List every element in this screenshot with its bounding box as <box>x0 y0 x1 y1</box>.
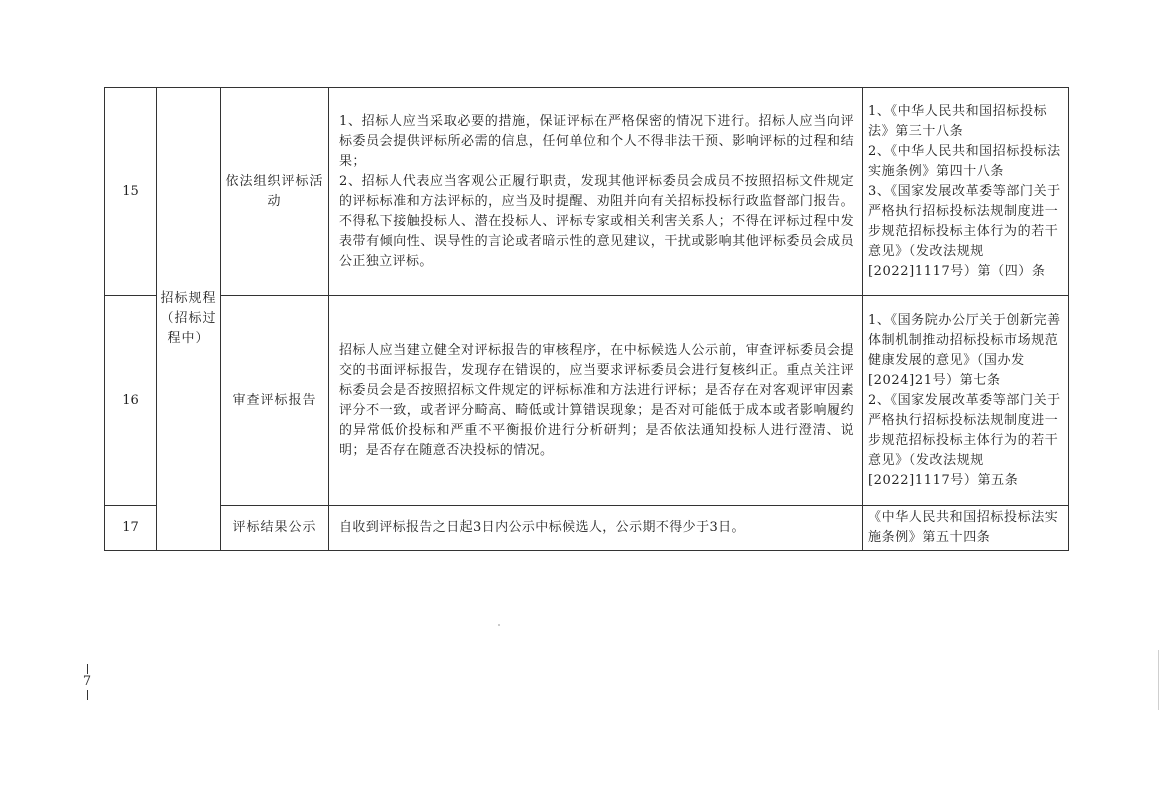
page-number-dash <box>87 664 88 674</box>
content-cell <box>329 506 863 551</box>
item-name: 审查评标报告 <box>221 296 329 506</box>
page-number <box>80 664 94 700</box>
table-row <box>105 506 1069 551</box>
page-number-value: 7 <box>82 674 92 689</box>
regulation-table <box>104 87 1069 551</box>
basis-item: 3、《国家发展改革委等部门关于严格执行招标投标法规制度进一步规范招标投标主体行为的若干意见》（发改法规规[2022]1117号）第（四）条 <box>868 183 1061 279</box>
item-name: 依法组织评标活动 <box>221 88 329 296</box>
table-row <box>105 296 1069 506</box>
item-name: 评标结果公示 <box>221 506 329 551</box>
row-number: 16 <box>105 296 157 506</box>
content-cell <box>329 296 863 506</box>
category-cell <box>157 88 221 551</box>
content-paragraph: 自收到评标报告之日起3日内公示中标候选人，公示期不得少于3日。 <box>339 520 745 535</box>
page-number-dash <box>87 690 88 700</box>
basis-item: 1、《国务院办公厅关于创新完善体制机制推动招标投标市场规范健康发展的意见》（国办发[2024]21号）第七条 <box>868 312 1061 388</box>
basis-cell <box>863 296 1069 506</box>
basis-cell <box>863 506 1069 551</box>
content-paragraph: 2、招标人代表应当客观公正履行职责，发现其他评标委员会成员不按照招标文件规定的评标标准和方法评标的，应当及时提醒、劝阻并向有关招标投标行政监督部门报告。不得私下接触投标人、潜在投标人、评标专家或相关利害关系人；不得在评标过程中发表带有倾向性、误导性的言论或者暗示性的意见建议，干扰或影响其他评标委员会成员公正独立评标。 <box>339 173 854 269</box>
basis-item: 2、《中华人民共和国招标投标法实施条例》第四十八条 <box>868 143 1061 179</box>
scan-edge-line <box>1158 650 1159 710</box>
row-number: 17 <box>105 506 157 551</box>
row-number: 15 <box>105 88 157 296</box>
basis-item: 2、《国家发展改革委等部门关于严格执行招标投标法规制度进一步规范招标投标主体行为的若干意见》（发改法规规[2022]1117号）第五条 <box>868 392 1061 488</box>
basis-cell <box>863 88 1069 296</box>
content-paragraph: 1、招标人应当采取必要的措施，保证评标在严格保密的情况下进行。招标人应当向评标委员会提供评标所必需的信息，任何单位和个人不得非法干预、影响评标的过程和结果； <box>339 113 854 169</box>
category-label: 招标规程（招标过程中） <box>160 291 217 346</box>
basis-item: 《中华人民共和国招标投标法实施条例》第五十四条 <box>868 510 1059 545</box>
content-paragraph: 招标人应当建立健全对评标报告的审核程序，在中标候选人公示前，审查评标委员会提交的书面评标报告，发现存在错误的，应当要求评标委员会进行复核纠正。重点关注评标委员会是否按照招标文件规定的评标标准和方法进行评标；是否存在对客观评审因素评分不一致，或者评分畸高、畸低或计算错误现象；是否对可能低于成本或者影响履约的异常低价投标和严重不平衡报价进行分析研判；是否依法通知投标人进行澄清、说明；是否存在随意否决投标的情况。 <box>339 342 854 458</box>
content-cell <box>329 88 863 296</box>
basis-item: 1、《中华人民共和国招标投标法》第三十八条 <box>868 103 1048 139</box>
scan-speck <box>498 624 500 626</box>
table-row <box>105 88 1069 296</box>
